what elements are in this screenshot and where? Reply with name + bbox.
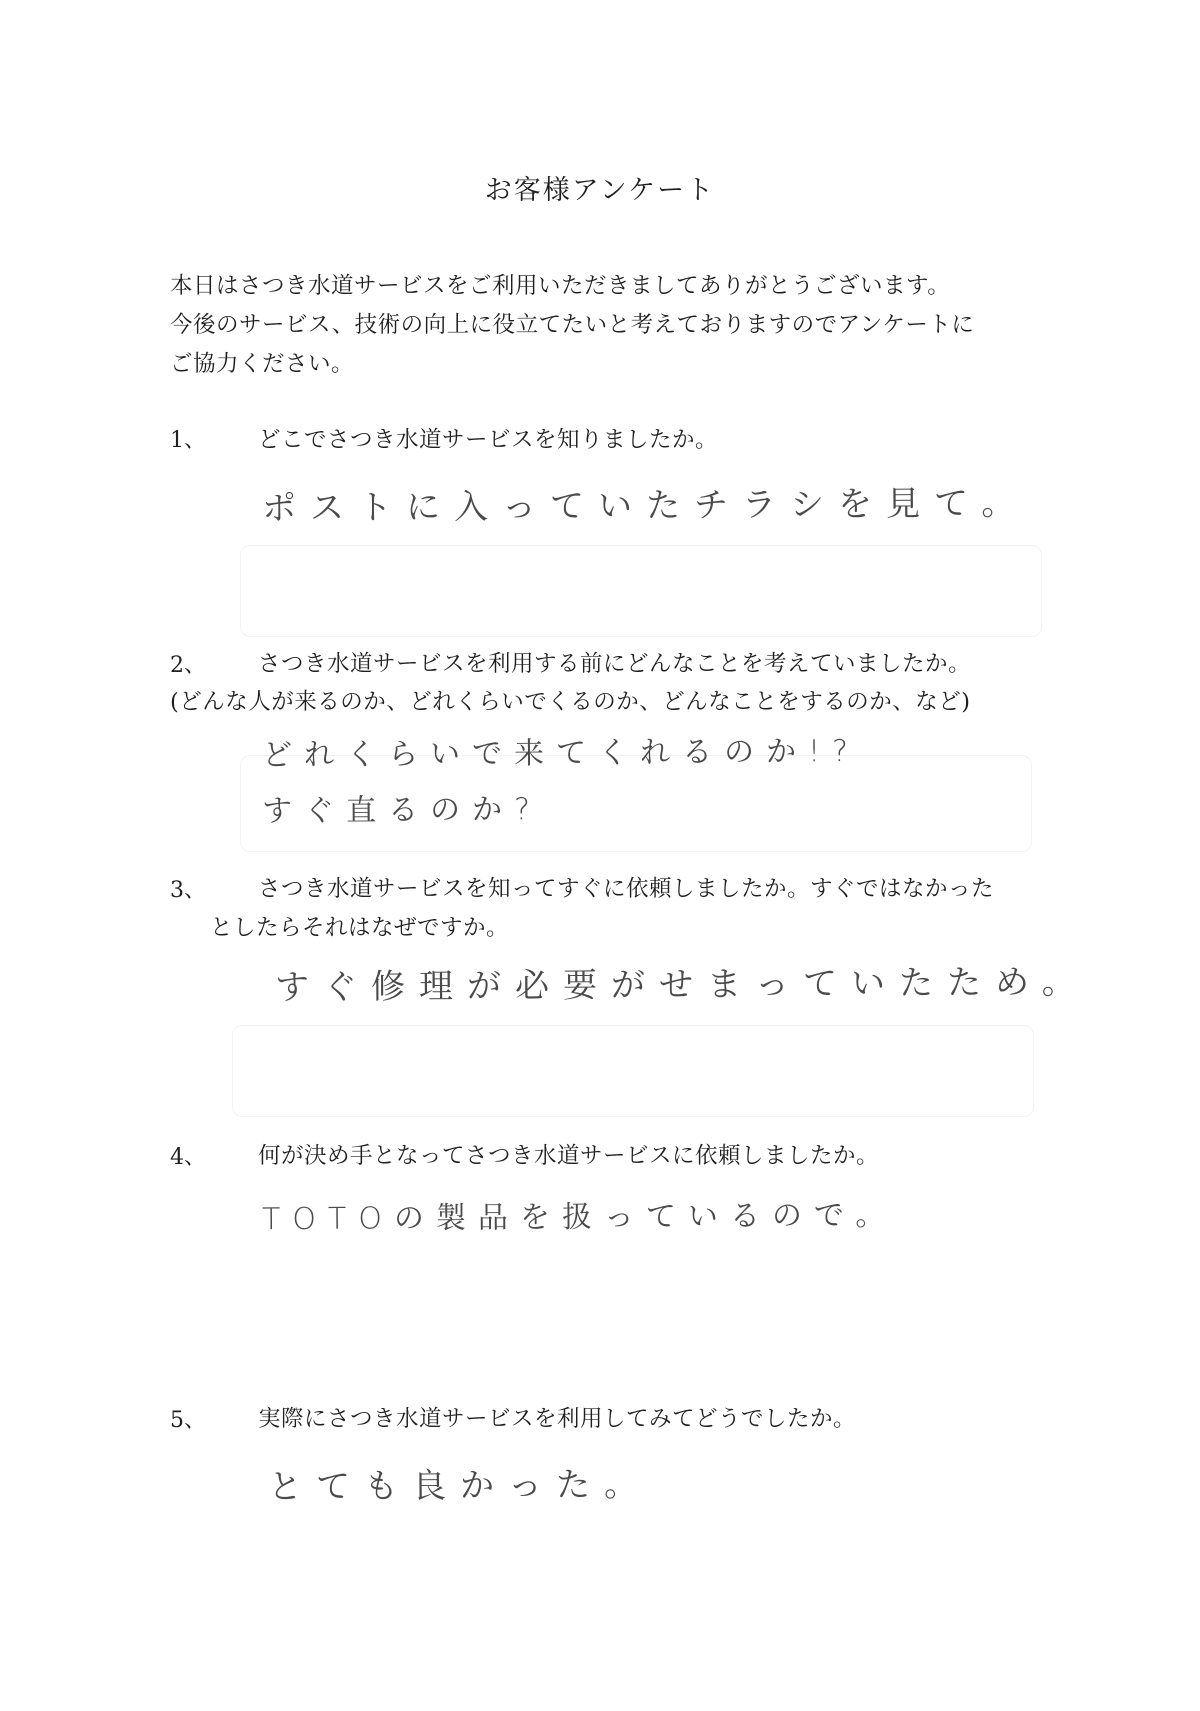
question-text: どこでさつき水道サービスを知りましたか。 — [258, 427, 719, 453]
handwritten-answer: TOTOの製品を扱っているので。 — [261, 1197, 898, 1238]
show-through-box — [240, 545, 1042, 637]
handwritten-answer: すぐ修理が必要がせまっていたため。 — [274, 962, 1090, 1008]
question-text: 何が決め手となってさつき水道サービスに依頼しましたか。 — [258, 1143, 880, 1169]
show-through-box — [232, 1025, 1034, 1117]
question-number: 3、 — [170, 878, 206, 903]
handwritten-answer: とても良かった。 — [267, 1464, 653, 1508]
question-number: 5、 — [170, 1408, 206, 1433]
question-text: さつき水道サービスを知ってすぐに依頼しましたか。すぐではなかった — [258, 876, 995, 902]
page-title: お客様アンケート — [484, 175, 716, 206]
question-subtext: (どんな人が来るのか、どれくらいでくるのか、どんなことをするのか、など) — [170, 689, 971, 715]
intro-line: 本日はさつき水道サービスをご利用いただきましてありがとうございます。 — [170, 273, 951, 299]
handwritten-answer: ポストに入っていたチラシを見て。 — [261, 483, 1030, 529]
intro-line: 今後のサービス、技術の向上に役立てたいと考えておりますのでアンケートに — [170, 312, 975, 338]
question-text: 実際にさつき水道サービスを利用してみてどうでしたか。 — [258, 1406, 857, 1432]
intro-paragraph — [170, 267, 1110, 384]
question-subtext: としたらそれはなぜですか。 — [210, 915, 510, 941]
question-number: 1、 — [170, 428, 206, 453]
intro-line: ご協力ください。 — [170, 351, 355, 377]
handwritten-answer: すぐ直るのか? — [261, 792, 543, 829]
question-text: さつき水道サービスを利用する前にどんなことを考えていましたか。 — [258, 651, 972, 677]
question-number: 4、 — [170, 1145, 206, 1170]
question-number: 2、 — [170, 653, 206, 678]
handwritten-answer: どれくらいで来てくれるのか!? — [261, 733, 861, 774]
